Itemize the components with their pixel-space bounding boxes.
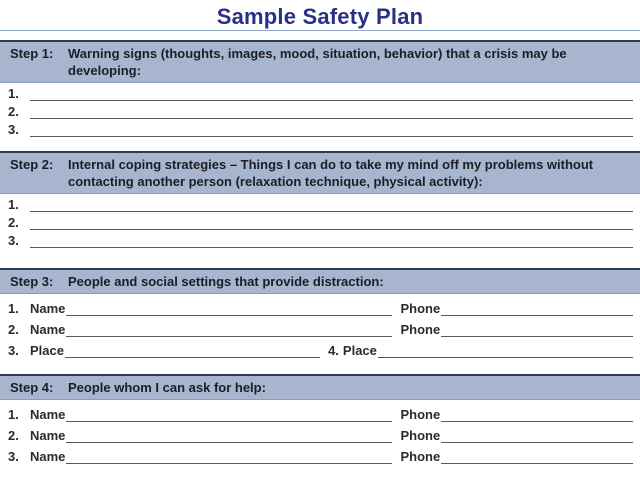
contact-row [8,443,633,464]
contact-row [8,422,633,443]
step-3-label: Step 3: [10,274,54,289]
phone-label: Phone [400,322,441,337]
step-4-heading: People whom I can ask for help: [68,380,266,395]
name-label: Name [30,301,66,316]
step-2-heading: Internal coping strategies – Things I can do to take my mind off my problems without contacting another person (relaxation technique, physical activity): [68,157,594,189]
step-3-section [0,268,640,358]
step-1-heading: Warning signs (thoughts, images, mood, situation, behavior) that a crisis may be developing: [68,46,567,78]
step-2-rows [0,194,640,248]
line-number: 2. [8,104,19,119]
line-number: 3. [8,233,19,248]
write-in-row [8,119,633,137]
place-label: Place [30,343,64,358]
phone-label: Phone [400,301,441,316]
contact-row [8,295,633,316]
line-number: 2. [8,322,19,337]
place-row [8,337,633,358]
step-2-header-bar [0,151,640,194]
phone-line[interactable] [441,326,633,337]
phone-label: Phone [400,407,441,422]
write-in-line[interactable] [30,126,633,137]
write-in-line[interactable] [30,108,633,119]
step-1-rows [0,83,640,137]
name-line[interactable] [66,305,392,316]
name-line[interactable] [66,326,392,337]
write-in-line[interactable] [30,237,633,248]
name-label: Name [30,428,66,443]
step-4-rows [0,400,640,464]
step-1-section [0,40,640,137]
step-3-rows [0,294,640,358]
phone-line[interactable] [441,411,633,422]
step-2-section [0,151,640,248]
write-in-row [8,194,633,212]
step-4-label: Step 4: [10,380,54,395]
line-number: 1. [8,197,19,212]
name-label: Name [30,322,66,337]
line-number: 3. [8,343,19,358]
contact-row [8,401,633,422]
line-number: 3. [8,449,19,464]
page-title: Sample Safety Plan [216,4,424,29]
name-label: Name [30,407,66,422]
write-in-line[interactable] [30,219,633,230]
line-number: 1. [8,407,19,422]
name-label: Name [30,449,66,464]
write-in-line[interactable] [30,201,633,212]
title-bar [0,0,640,31]
step-3-heading: People and social settings that provide distraction: [68,274,384,289]
name-line[interactable] [66,453,392,464]
write-in-line[interactable] [30,90,633,101]
step-3-header-bar [0,268,640,294]
name-line[interactable] [66,411,392,422]
line-number: 4. [328,343,339,358]
place-line[interactable] [65,347,320,358]
write-in-row [8,230,633,248]
name-line[interactable] [66,432,392,443]
phone-line[interactable] [441,305,633,316]
phone-line[interactable] [441,453,633,464]
write-in-row [8,212,633,230]
phone-label: Phone [400,428,441,443]
write-in-row [8,101,633,119]
step-1-label: Step 1: [10,46,54,61]
line-number: 1. [8,301,19,316]
line-number: 3. [8,122,19,137]
phone-line[interactable] [441,432,633,443]
write-in-row [8,83,633,101]
step-4-section [0,374,640,464]
place-label: Place [342,343,377,358]
line-number: 2. [8,428,19,443]
line-number: 1. [8,86,19,101]
contact-row [8,316,633,337]
step-1-header-bar [0,40,640,83]
step-4-header-bar [0,374,640,400]
step-2-label: Step 2: [10,157,54,172]
phone-label: Phone [400,449,441,464]
place-line[interactable] [378,347,633,358]
line-number: 2. [8,215,19,230]
